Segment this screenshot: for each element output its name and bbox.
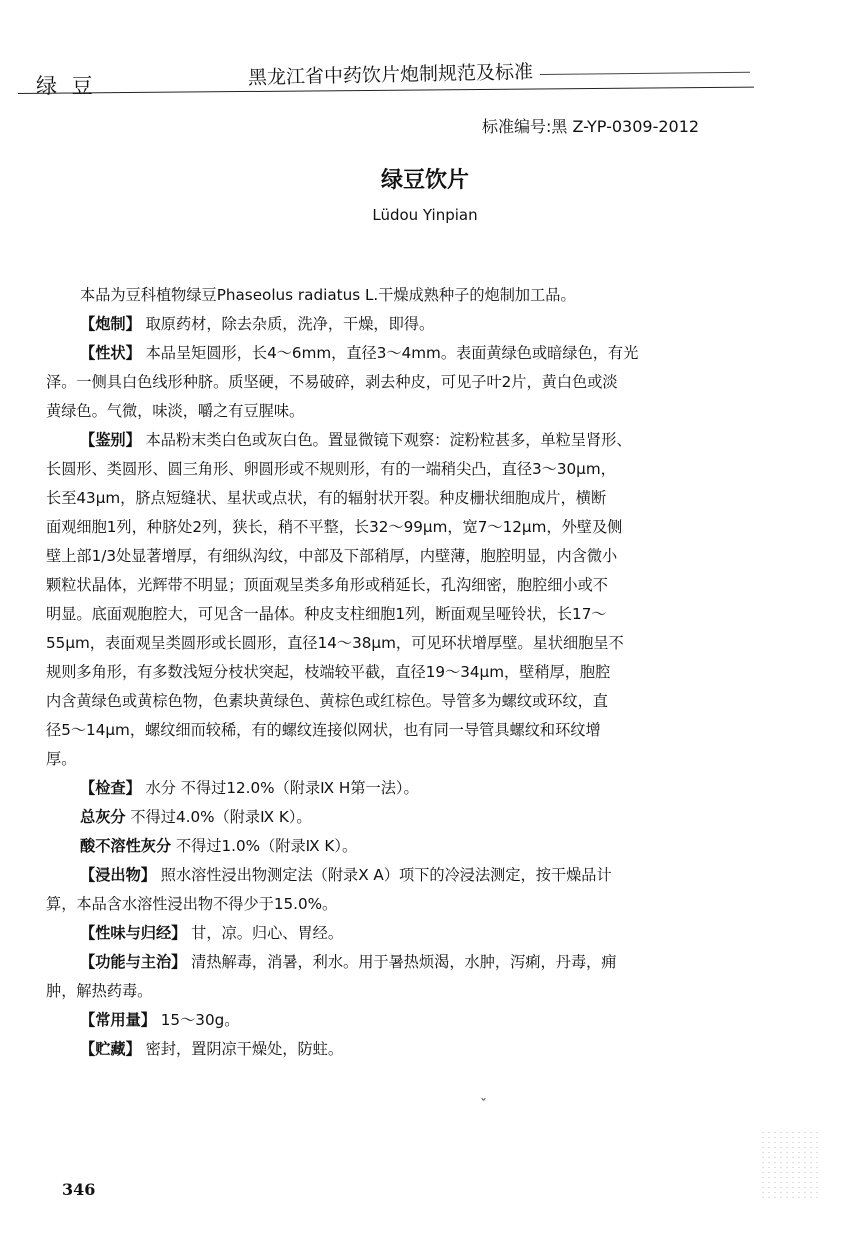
body-line	[46, 662, 610, 682]
line-text: 厚。	[46, 750, 77, 768]
body-line	[46, 604, 607, 624]
line-text: 照水溶性浸出物测定法（附录Ⅹ A）项下的冷浸法测定，按干燥品计	[155, 866, 612, 884]
line-text: 泽。一侧具白色线形种脐。质坚硬，不易破碎，剥去种皮，可见子叶2片，黄白色或淡	[46, 373, 618, 391]
header-rule	[18, 87, 754, 94]
scan-noise	[760, 1130, 820, 1200]
page-number: 346	[62, 1180, 96, 1199]
running-header-title: 黑龙江省中药饮片炮制规范及标准	[247, 61, 534, 89]
body-line	[46, 894, 337, 914]
line-text: 颗粒状晶体，光辉带不明显；顶面观呈类多角形或稍延长，孔沟细密，胞腔细小或不	[46, 576, 608, 594]
line-text: 不得过4.0%（附录Ⅸ K）。	[125, 808, 312, 826]
line-text: 规则多角形，有多数浅短分枝状突起，枝端较平截，直径19～34μm，壁稍厚，胞腔	[46, 663, 611, 681]
line-text: 面观细胞1列，种脐处2列，狭长，稍不平整，长32～99μm，宽7～12μm，外壁及侧	[46, 518, 623, 536]
pen-mark: ˇ	[480, 1097, 487, 1113]
body-line	[80, 952, 616, 972]
body-line	[80, 314, 434, 334]
body-line	[46, 372, 618, 392]
body-line	[46, 517, 622, 537]
line-text: 水分 不得过12.0%（附录Ⅸ H第一法）。	[140, 779, 419, 797]
line-text: 取原药材，除去杂质，洗净，干燥，即得。	[140, 315, 435, 333]
section-tag: 【贮藏】	[80, 1040, 141, 1058]
body-line	[46, 720, 601, 740]
section-tag: 酸不溶性灰分	[80, 837, 172, 855]
body-line	[46, 488, 606, 508]
line-text: 算，本品含水溶性浸出物不得少于15.0%。	[46, 895, 338, 913]
section-tag: 【常用量】	[80, 1011, 156, 1029]
line-text: 密封，置阴凉干燥处，防蛀。	[140, 1040, 344, 1058]
section-tag: 【鉴别】	[80, 431, 141, 449]
line-text: 清热解毒，消暑，利水。用于暑热烦渴，水肿，泻痢，丹毒，痈	[186, 953, 617, 971]
line-text: 壁上部1/3处显著增厚，有细纵沟纹，中部及下部稍厚，内壁薄，胞腔明显，内含微小	[46, 547, 618, 565]
body-line	[46, 546, 617, 566]
body-line	[80, 430, 632, 450]
page-title: 绿豆饮片	[380, 168, 469, 193]
line-text: 55μm，表面观呈类圆形或长圆形，直径14～38μm，可见环状增厚壁。星状细胞呈不	[46, 634, 624, 652]
body-line	[46, 749, 76, 769]
body-line	[80, 343, 638, 363]
body-line	[46, 633, 624, 653]
line-text: 本品为豆科植物绿豆Phaseolus radiatus L.干燥成熟种子的炮制加工品。	[80, 286, 576, 304]
line-text: 黄绿色。气微，味淡，嚼之有豆腥味。	[46, 402, 305, 420]
header-rule-thin	[540, 72, 750, 75]
body-line	[80, 836, 357, 856]
line-text: 内含黄绿色或黄棕色物，色素块黄绿色、黄棕色或红棕色。导管多为螺纹或环纹，直	[46, 692, 608, 710]
page-subtitle-pinyin: Lüdou Yinpian	[372, 206, 478, 224]
section-label: 绿 豆	[36, 74, 97, 98]
body-line	[80, 923, 343, 943]
line-text: 本品呈矩圆形，长4～6mm，直径3～4mm。表面黄绿色或暗绿色，有光	[140, 344, 639, 362]
body-line	[80, 865, 612, 885]
body-line	[46, 401, 304, 421]
line-text: 甘，凉。归心、胃经。	[186, 924, 344, 942]
section-tag: 【炮制】	[80, 315, 141, 333]
section-tag: 【性状】	[80, 344, 141, 362]
line-text: 长至43μm，脐点短缝状、星状或点状，有的辐射状开裂。种皮栅状细胞成片，横断	[46, 489, 607, 507]
line-text: 径5～14μm，螺纹细而较稀，有的螺纹连接似网状，也有同一导管具螺纹和环纹增	[46, 721, 601, 739]
section-tag: 【功能与主治】	[80, 953, 187, 971]
line-text: 15～30g。	[155, 1011, 240, 1029]
section-tag: 总灰分	[80, 808, 126, 826]
body-line	[80, 807, 312, 827]
body-line	[46, 575, 608, 595]
body-line	[46, 459, 616, 479]
line-text: 本品粉末类白色或灰白色。置显微镜下观察：淀粉粒甚多，单粒呈肾形、	[140, 431, 632, 449]
body-line	[46, 691, 608, 711]
standard-number: 标准编号:黑 Z-YP-0309-2012	[482, 117, 700, 136]
body-line	[80, 1039, 343, 1059]
line-text: 明显。底面观胞腔大，可见含一晶体。种皮支柱细胞1列，断面观呈哑铃状，长17～	[46, 605, 607, 623]
body-line	[46, 981, 152, 1001]
line-text: 长圆形、类圆形、圆三角形、卵圆形或不规则形，有的一端稍尖凸，直径3～30μm，	[46, 460, 616, 478]
body-line	[80, 285, 576, 305]
section-tag: 【性味与归经】	[80, 924, 187, 942]
line-text: 不得过1.0%（附录Ⅸ K）。	[171, 837, 358, 855]
body-line	[80, 778, 419, 798]
line-text: 肿，解热药毒。	[46, 982, 153, 1000]
section-tag: 【检查】	[80, 779, 141, 797]
section-tag: 【浸出物】	[80, 866, 156, 884]
body-line	[80, 1010, 239, 1030]
